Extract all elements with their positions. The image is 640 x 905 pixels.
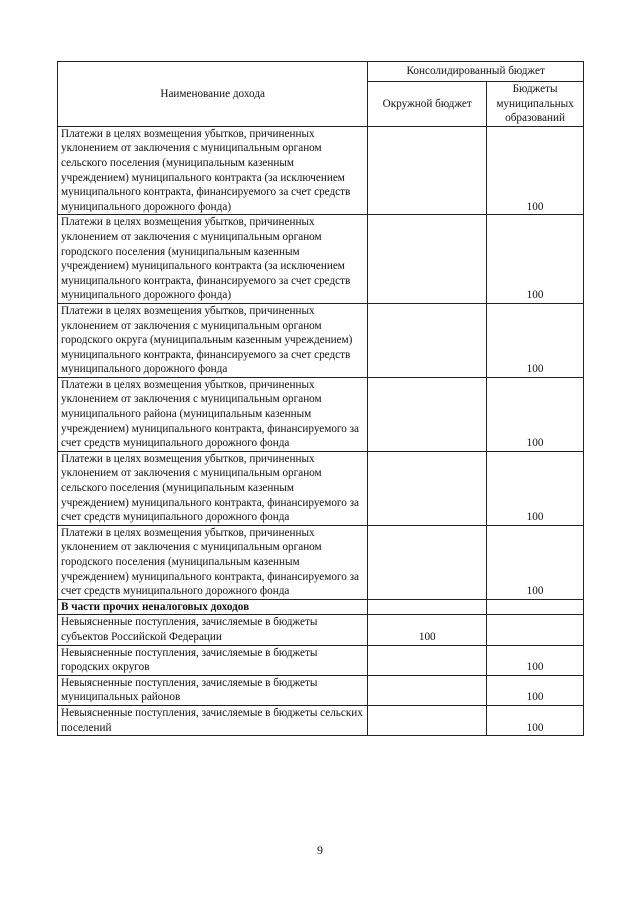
revenue-name-cell: Платежи в целях возмещения убытков, причиненных уклонением от заключения с муниципальным органом городского поселения (муниципальным казенным учреждением) муниципального контракта, финансируемого за счет средств муниципального дорожного фонда [58,525,368,599]
revenue-name-cell: Платежи в целях возмещения убытков, причиненных уклонением от заключения с муниципальным органом городского округа (муниципальным казенным учреждением) муниципального контракта, финансируемого за счет средств муниципального дорожного фонда [58,303,368,377]
okrug-share-cell [368,215,487,304]
okrug-share-cell: 100 [368,615,487,645]
municipal-share-cell: 100 [487,705,584,735]
okrug-share-cell [368,303,487,377]
municipal-share-cell: 100 [487,675,584,705]
municipal-share-cell: 100 [487,215,584,304]
table-row [58,215,584,304]
revenue-name-cell: Платежи в целях возмещения убытков, причиненных уклонением от заключения с муниципальным органом городского поселения (муниципальным казенным учреждением) муниципального контракта (за исключением муниципального контракта, финансируемого за счет средств муниципального дорожного фонда) [58,215,368,304]
revenue-name-cell: Невыясненные поступления, зачисляемые в бюджеты субъектов Российской Федерации [58,615,368,645]
okrug-share-cell [368,525,487,599]
okrug-share-cell [368,705,487,735]
okrug-share-cell [368,377,487,451]
column-header-okrug-budget: Окружной бюджет [368,82,487,127]
municipal-share-cell [487,615,584,645]
table-row [58,525,584,599]
section-heading-cell: В части прочих неналоговых доходов [58,599,368,615]
okrug-share-cell [368,675,487,705]
table-body [58,126,584,735]
table-row [58,126,584,215]
municipal-share-cell: 100 [487,451,584,525]
municipal-share-cell: 100 [487,377,584,451]
table-row [58,645,584,675]
municipal-share-cell: 100 [487,303,584,377]
page-number: 9 [317,843,323,857]
table-row [58,451,584,525]
table-section-row [58,599,584,615]
revenue-name-cell: Платежи в целях возмещения убытков, причиненных уклонением от заключения с муниципальным органом муниципального района (муниципальным казенным учреждением) муниципального контракта, финансируемого за счет средств муниципального дорожного фонда [58,377,368,451]
column-header-revenue-name: Наименование дохода [58,62,368,127]
column-header-municipal-budgets: Бюджеты муниципальных образований [487,82,584,127]
table-row [58,377,584,451]
okrug-share-cell [368,645,487,675]
table-row [58,615,584,645]
revenue-name-cell: Невыясненные поступления, зачисляемые в бюджеты городских округов [58,645,368,675]
municipal-share-cell [487,599,584,615]
column-group-consolidated-budget: Консолидированный бюджет [368,62,584,82]
revenue-name-cell: Платежи в целях возмещения убытков, причиненных уклонением от заключения с муниципальным органом сельского поселения (муниципальным казенным учреждением) муниципального контракта, финансируемого за счет средств муниципального дорожного фонда [58,451,368,525]
municipal-share-cell: 100 [487,525,584,599]
revenue-name-cell: Невыясненные поступления, зачисляемые в бюджеты муниципальных районов [58,675,368,705]
municipal-share-cell: 100 [487,645,584,675]
revenue-distribution-table [57,61,584,736]
okrug-share-cell [368,451,487,525]
okrug-share-cell [368,599,487,615]
table-row [58,675,584,705]
table-row [58,705,584,735]
okrug-share-cell [368,126,487,215]
revenue-name-cell: Платежи в целях возмещения убытков, причиненных уклонением от заключения с муниципальным органом сельского поселения (муниципальным казенным учреждением) муниципального контракта (за исключением муниципального контракта, финансируемого за счет средств муниципального дорожного фонда) [58,126,368,215]
table-row [58,303,584,377]
revenue-name-cell: Невыясненные поступления, зачисляемые в бюджеты сельских поселений [58,705,368,735]
municipal-share-cell: 100 [487,126,584,215]
